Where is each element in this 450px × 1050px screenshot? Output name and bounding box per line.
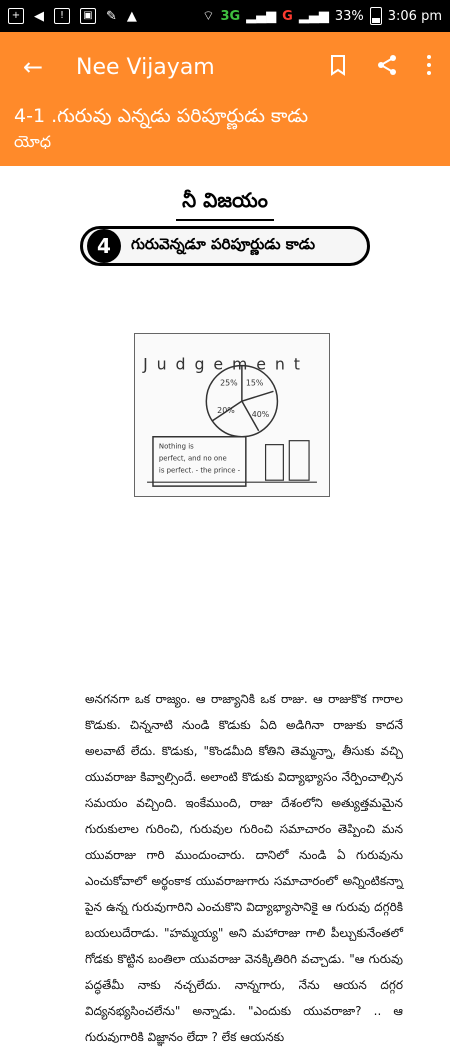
send-icon: ◀ (34, 8, 44, 24)
clean-icon: ✎ (106, 8, 117, 24)
chapter-title-pill (80, 226, 370, 266)
chapter-title: గురువెన్నడూ పరిపూర్ణుడు కాడు (131, 235, 316, 253)
sketch-slice-label: 15% (245, 378, 264, 388)
chapter-line: 4-1 .గురువు ఎన్నడు పరిపూర్ణుడు కాడు (14, 105, 309, 127)
signal-icon-2: ▂▄▆ (298, 8, 329, 24)
network-g-label: G (282, 8, 293, 24)
logo-wrap (0, 186, 450, 221)
warning-icon: ▲ (126, 8, 137, 24)
app-title: Nee Vijayam (76, 54, 215, 80)
sketch-note-line: Nothing is (158, 442, 194, 451)
app-bar (0, 32, 450, 102)
sketch-slice-label: 20% (217, 406, 235, 416)
bookmark-icon[interactable] (328, 54, 348, 80)
status-left-icons (8, 8, 137, 24)
battery-percent: 33% (334, 8, 364, 24)
author-name: యోధ (14, 132, 52, 151)
book-logo: నీ విజయం (176, 186, 274, 221)
sketch-note-line: is perfect. - the prince - (158, 466, 241, 475)
more-vertical-icon[interactable] (426, 54, 432, 80)
image-icon: ▣ (80, 8, 96, 24)
status-right-icons (202, 7, 442, 25)
sketch-top-text: Judgement (143, 354, 309, 374)
sketch-slice-label: 40% (251, 409, 270, 419)
sketch-drawing (135, 334, 329, 496)
sketch-image (134, 333, 330, 497)
battery-icon (370, 7, 382, 25)
sketch-slice-label: 25% (220, 378, 238, 388)
share-icon[interactable] (376, 54, 398, 80)
status-bar (0, 0, 450, 32)
back-button[interactable] (10, 53, 56, 81)
story-text (85, 686, 403, 1050)
wifi-icon: ⌔ (202, 9, 215, 24)
chapter-header (0, 102, 450, 166)
network-3g-label: 3G (220, 8, 241, 24)
page-content[interactable] (0, 166, 450, 1044)
sketch-note-line: perfect, and no one (158, 454, 227, 463)
paragraph: అనగనగా ఒక రాజ్యం. ఆ రాజ్యానికి ఒక రాజు. ఆ రాజుకొక గారాల కొడుకు. చిన్ననాటి నుండి కొడుకు ఏది అడిగినా రాజుకు కాదనే అలవాటే లేదు. కొడుకు, "కొండమీది కోతిని తెమ్మన్నా, తీసుకు వచ్చి యువరాజు కివ్వాల్సిందే. అలాంటి కొడుకు విద్యాభ్యాసం నేర్పించాల్సిన సమయం వచ్చింది. ఇంకేముంది, రాజు దేశంలోని అత్యుత్తమమైన గురుకులాల గురించి, గురువుల గురించి సమాచారం తెప్పించి మన యువరాజు గారి ముందుంచారు. దానిలో నుండి ఏ గురువును ఎంచుకోవాలో అర్థంకాక యువరాజుగారు సమాచారంలో అన్నింటికన్నా పైన ఉన్న గురువుగారిని ఎంచుకొని విద్యాభ్యాసానికై ఆ గురువు దగ్గరికి బయలుదేరాడు. "హమ్మయ్య" అని మహారాజు గాలి పీల్చుకునేంతలో గోడకు కొట్టిన బంతిలా యువరాజు వెనక్కితిరిగి వచ్చాడు. "ఆ గురువు పద్ధతేమీ నాకు నచ్చలేదు. నాన్నగారు, నేను ఆయన దగ్గర విద్యనభ్యసించలేను" అన్నాడు. "ఎందుకు యువరాజా? .. ఆ గురువుగారికి విజ్ఞానం లేదా ? లేక ఆయనకు (85, 692, 403, 1044)
status-time: 3:06 pm (387, 8, 442, 24)
add-icon: + (8, 8, 24, 24)
arrow-left-icon: ← (22, 53, 44, 81)
signal-icon: ▂▄▆ (246, 8, 277, 24)
app-bar-actions (328, 54, 432, 80)
alert-icon: ! (54, 8, 70, 24)
chapter-number: 4 (87, 229, 121, 263)
